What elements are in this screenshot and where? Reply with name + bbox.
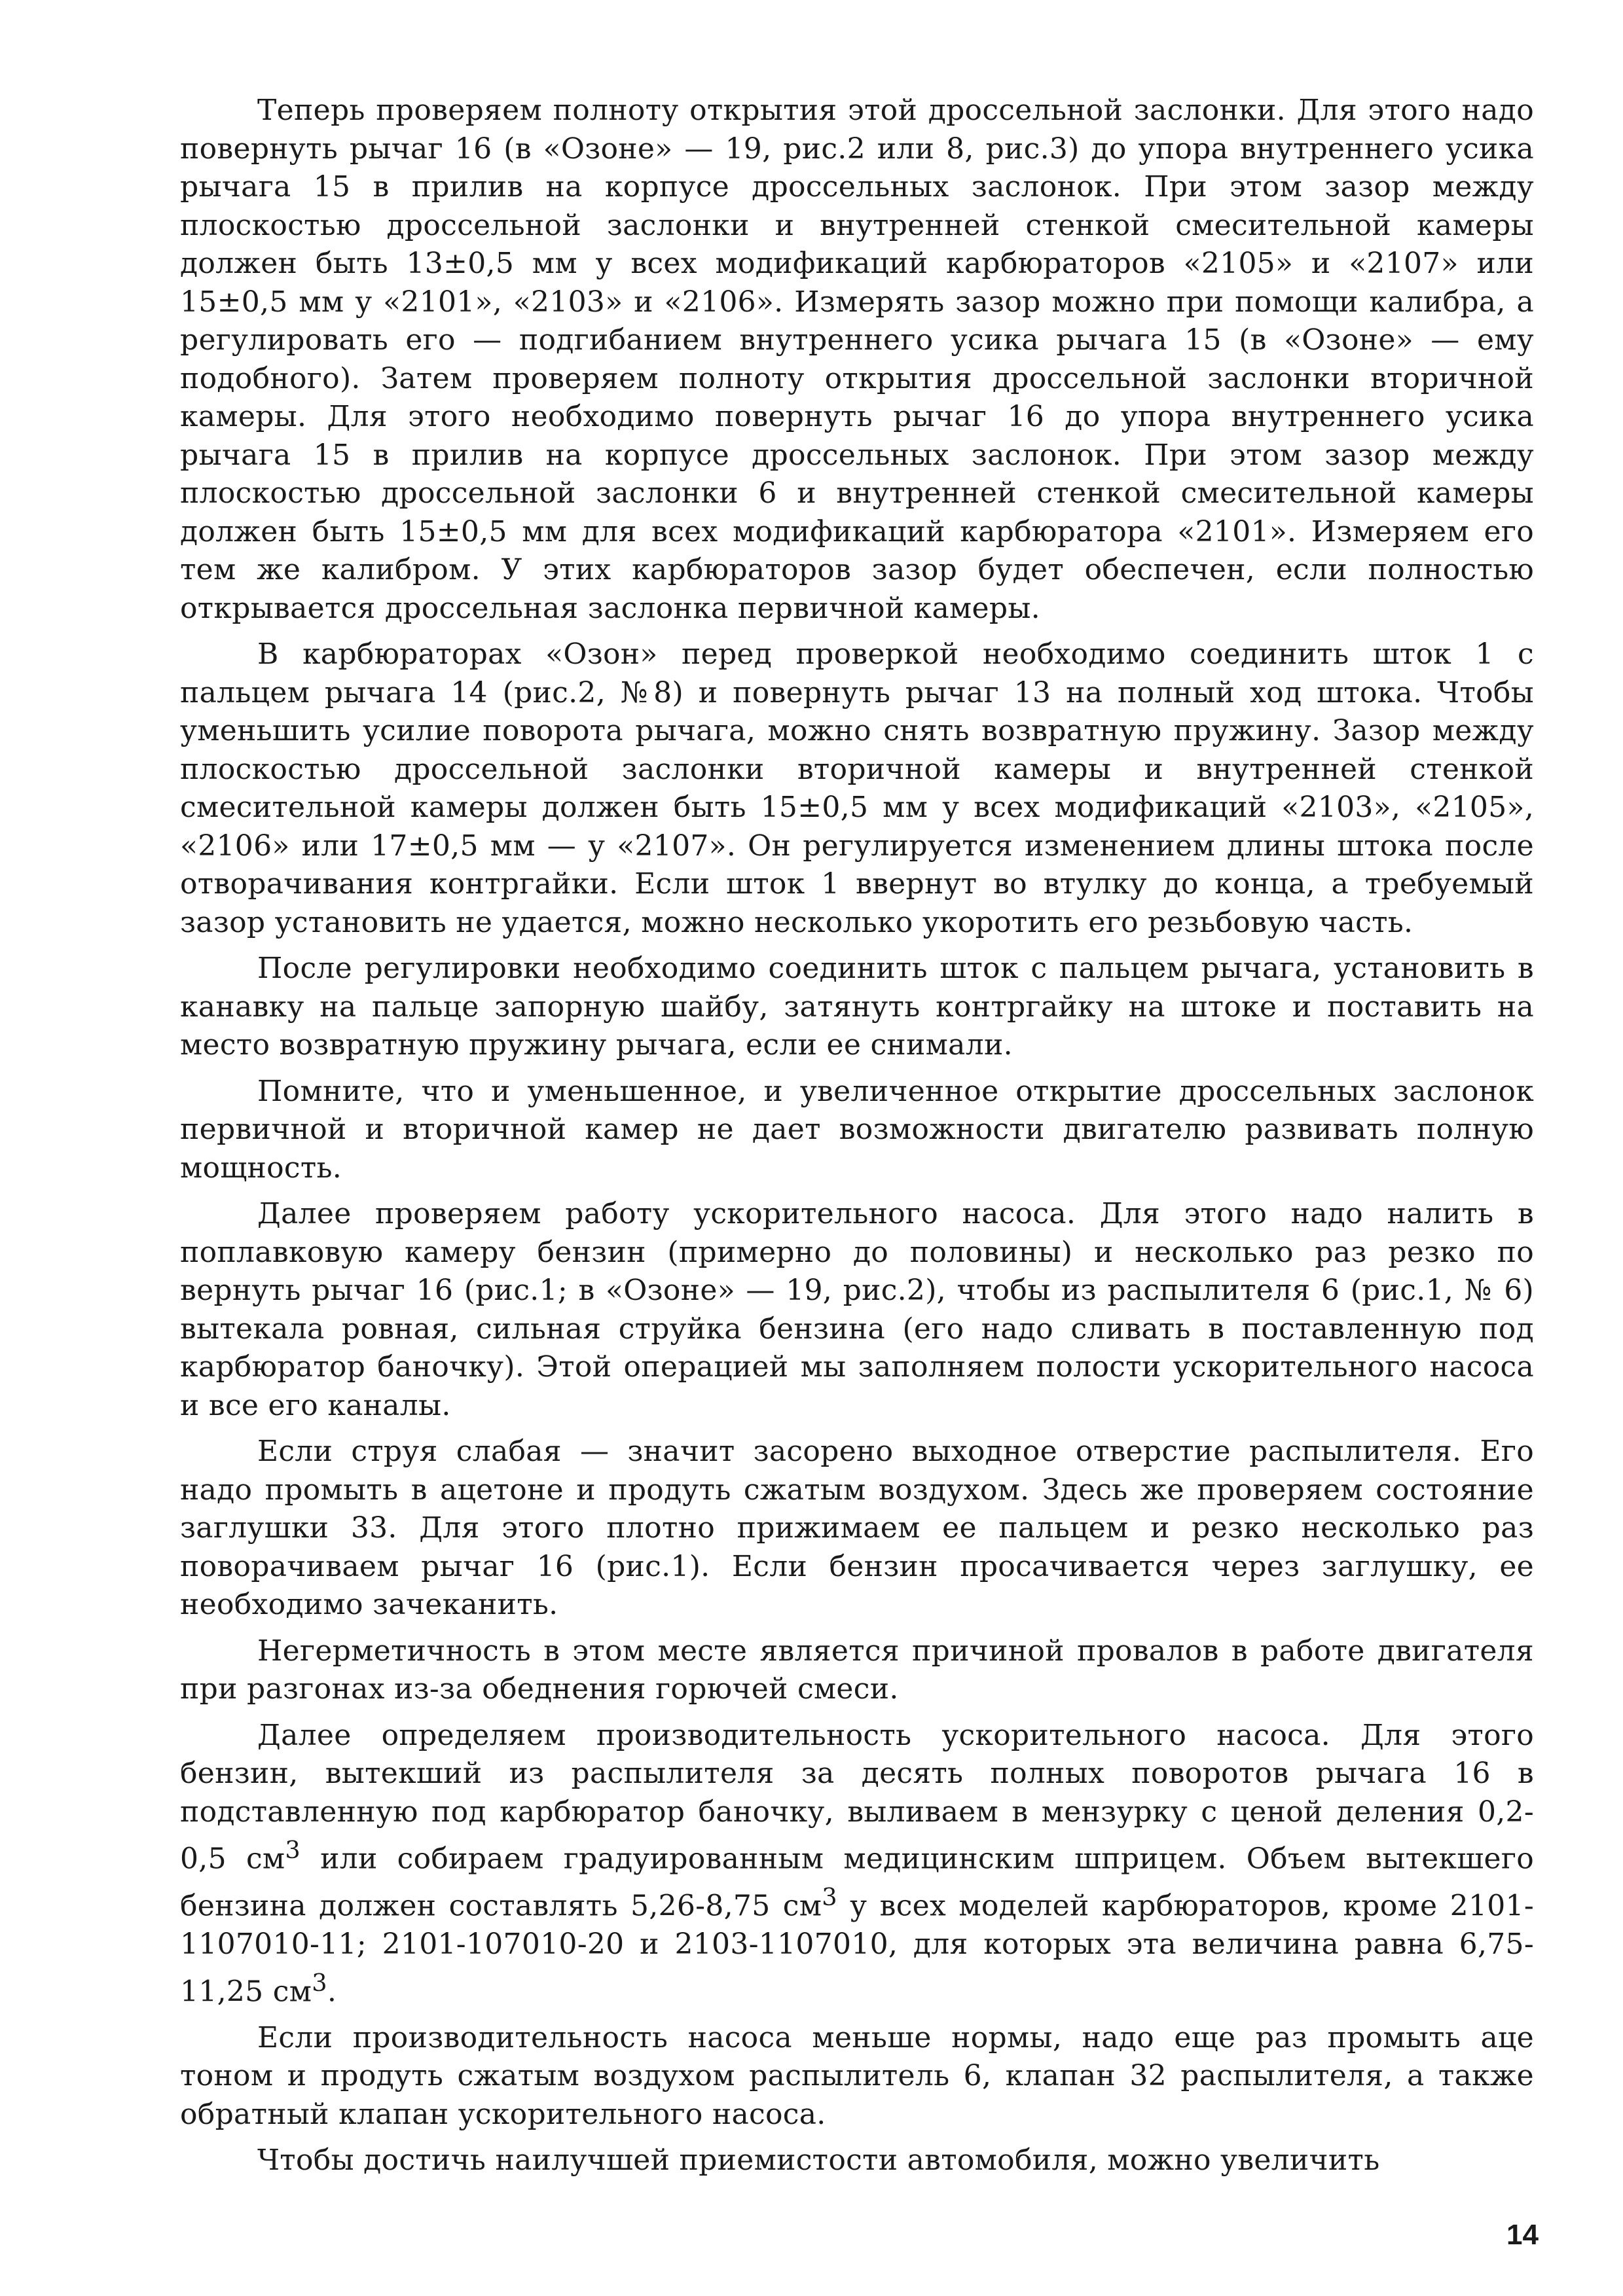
paragraph-ozon-carburetor-check: В карбюраторах «Озон» перед проверкой необходимо соединить шток 1 с пальцем рычага 14 (рис.2, №8) и повернуть рычаг 13 на полный ход штока. Чтобы уменьшить усилие поворота рычага, можно снять возвратную пружину. Зазор между плоскостью дроссельной заслонки вторичной камеры и внутренней стенкой смесительной камеры должен быть 15±0,5 мм у всех модификаций «2103», «2105», «2106» или 17±0,5 мм — у «2107». Он регулируется изменением длины штока после отворачивания контргайки. Если шток 1 ввернут во втулку до конца, а требуемый зазор установить не удается, можно несколько укоротить его резьбовую часть. [180,637,1534,939]
capacity-text-2: или собираем градуированным медицинским шприцем. Объем вытекшего бензина должен составлять 5,26-8,75 см [180,1842,1534,1923]
superscript-cubic-1: 3 [285,1836,301,1864]
paragraph-weak-stream: Если струя слабая — значит засорено выходное отверстие распылителя. Его надо промыть в ацетоне и продуть сжатым воздухом. Здесь же проверяем состояние заглушки 33. Для этого плотно прижимаем ее пальцем и резко несколько раз поворачиваем рычаг 16 (рис.1). Если бензин просачивается через заглушку, ее необходимо зачеканить. [180,1435,1534,1621]
paragraph-accelerator-pump-check: Далее проверяем работу ускорительного насоса. Для этого надо налить в поплавковую камеру бензин (примерно до половины) и несколько раз резко по вернуть рычаг 16 (рис.1; в «Озоне» — 19, рис.2), чтобы из распылителя 6 (рис.1, № 6) вытекала ровная, сильная струйка бензина (его надо сливать в поставленную под карбюратор баночку). Этой операцией мы заполняем полости ускорительного насоса и все его каналы. [180,1197,1534,1422]
capacity-text-1: Далее определяем производительность ускорительного насоса. Для этого бензин, вытекший из распылителя за десять полных поворотов рычага 16 в подставленную под карбюратор баночку, выливаем в мензурку с ценой деления 0,2-0,5 см [180,1718,1534,1876]
superscript-cubic-3: 3 [312,1968,327,1997]
paragraph-leak-cause: Негерметичность в этом месте является причиной провалов в работе двигателя при разгонах из-за обеднения горючей смеси. [180,1634,1534,1706]
paragraph-after-adjustment: После регулировки необходимо соединить шток с пальцем рычага, установить в канавку на пальце запорную шайбу, затянуть контргайку на штоке и поставить на место возвратную пружину рычага, если ее снимали. [180,952,1534,1062]
superscript-cubic-2: 3 [822,1883,837,1912]
page-number: 14 [1506,2219,1539,2251]
capacity-text-3: у всех моделей карбюраторов, кроме 2101-1107010-11; 2101-107010-20 и 2103-1107010, для которых эта величина равна 6,75-11,25 см [180,1889,1534,2009]
paragraph-best-acceleration: Чтобы достичь наилучшей приемистости автомобиля, можно увеличить [257,2144,1380,2178]
paragraph-throttle-full-opening: Теперь проверяем полноту открытия этой дроссельной заслонки. Для этого надо повернуть рычаг 16 (в «Озоне» — 19, рис.2 или 8, рис.3) до упора внутреннего усика рычага 15 в прилив на корпусе дроссельных заслонок. При этом зазор между плоскостью дроссельной заслонки и внутренней стенкой смесительной камеры должен быть 13±0,5 мм у всех модификаций карбюраторов «2105» и «2107» или 15±0,5 мм у «2101», «2103» и «2106». Измерять зазор можно при помощи калибра, а регулировать его — подгибанием внутреннего усика рычага 15 (в «Озоне» — ему подобного). Затем проверяем полноту открытия дроссельной заслонки вторичной камеры. Для этого необходимо повернуть рычаг 16 до упора внутреннего усика рычага 15 в прилив на корпусе дроссельных заслонок. При этом зазор между плоскостью дроссельной заслонки 6 и внутренней стенкой смесительной камеры должен быть 15±0,5 мм для всех модификаций карбюратора «2101». Измеряем его тем же калибром. У этих карбюраторов зазор будет обеспечен, если полностью открывается дроссельная заслонка первичной камеры. [180,94,1534,625]
paragraph-remember: Помните, что и уменьшенное, и увеличенное открытие дроссельных заслонок первичной и вторичной камер не дает возможности двигателю развивать полную мощность. [180,1074,1534,1185]
paragraph-pump-capacity [180,1717,1534,2011]
capacity-text-4: . [327,1975,337,2009]
body-text [180,92,1534,2188]
paragraph-low-capacity: Если производительность насоса меньше нормы, надо еще раз промыть аце тоном и продуть сжатым воздухом распылитель 6, клапан 32 распылителя, а также обратный клапан ускорительного насоса. [180,2020,1534,2131]
